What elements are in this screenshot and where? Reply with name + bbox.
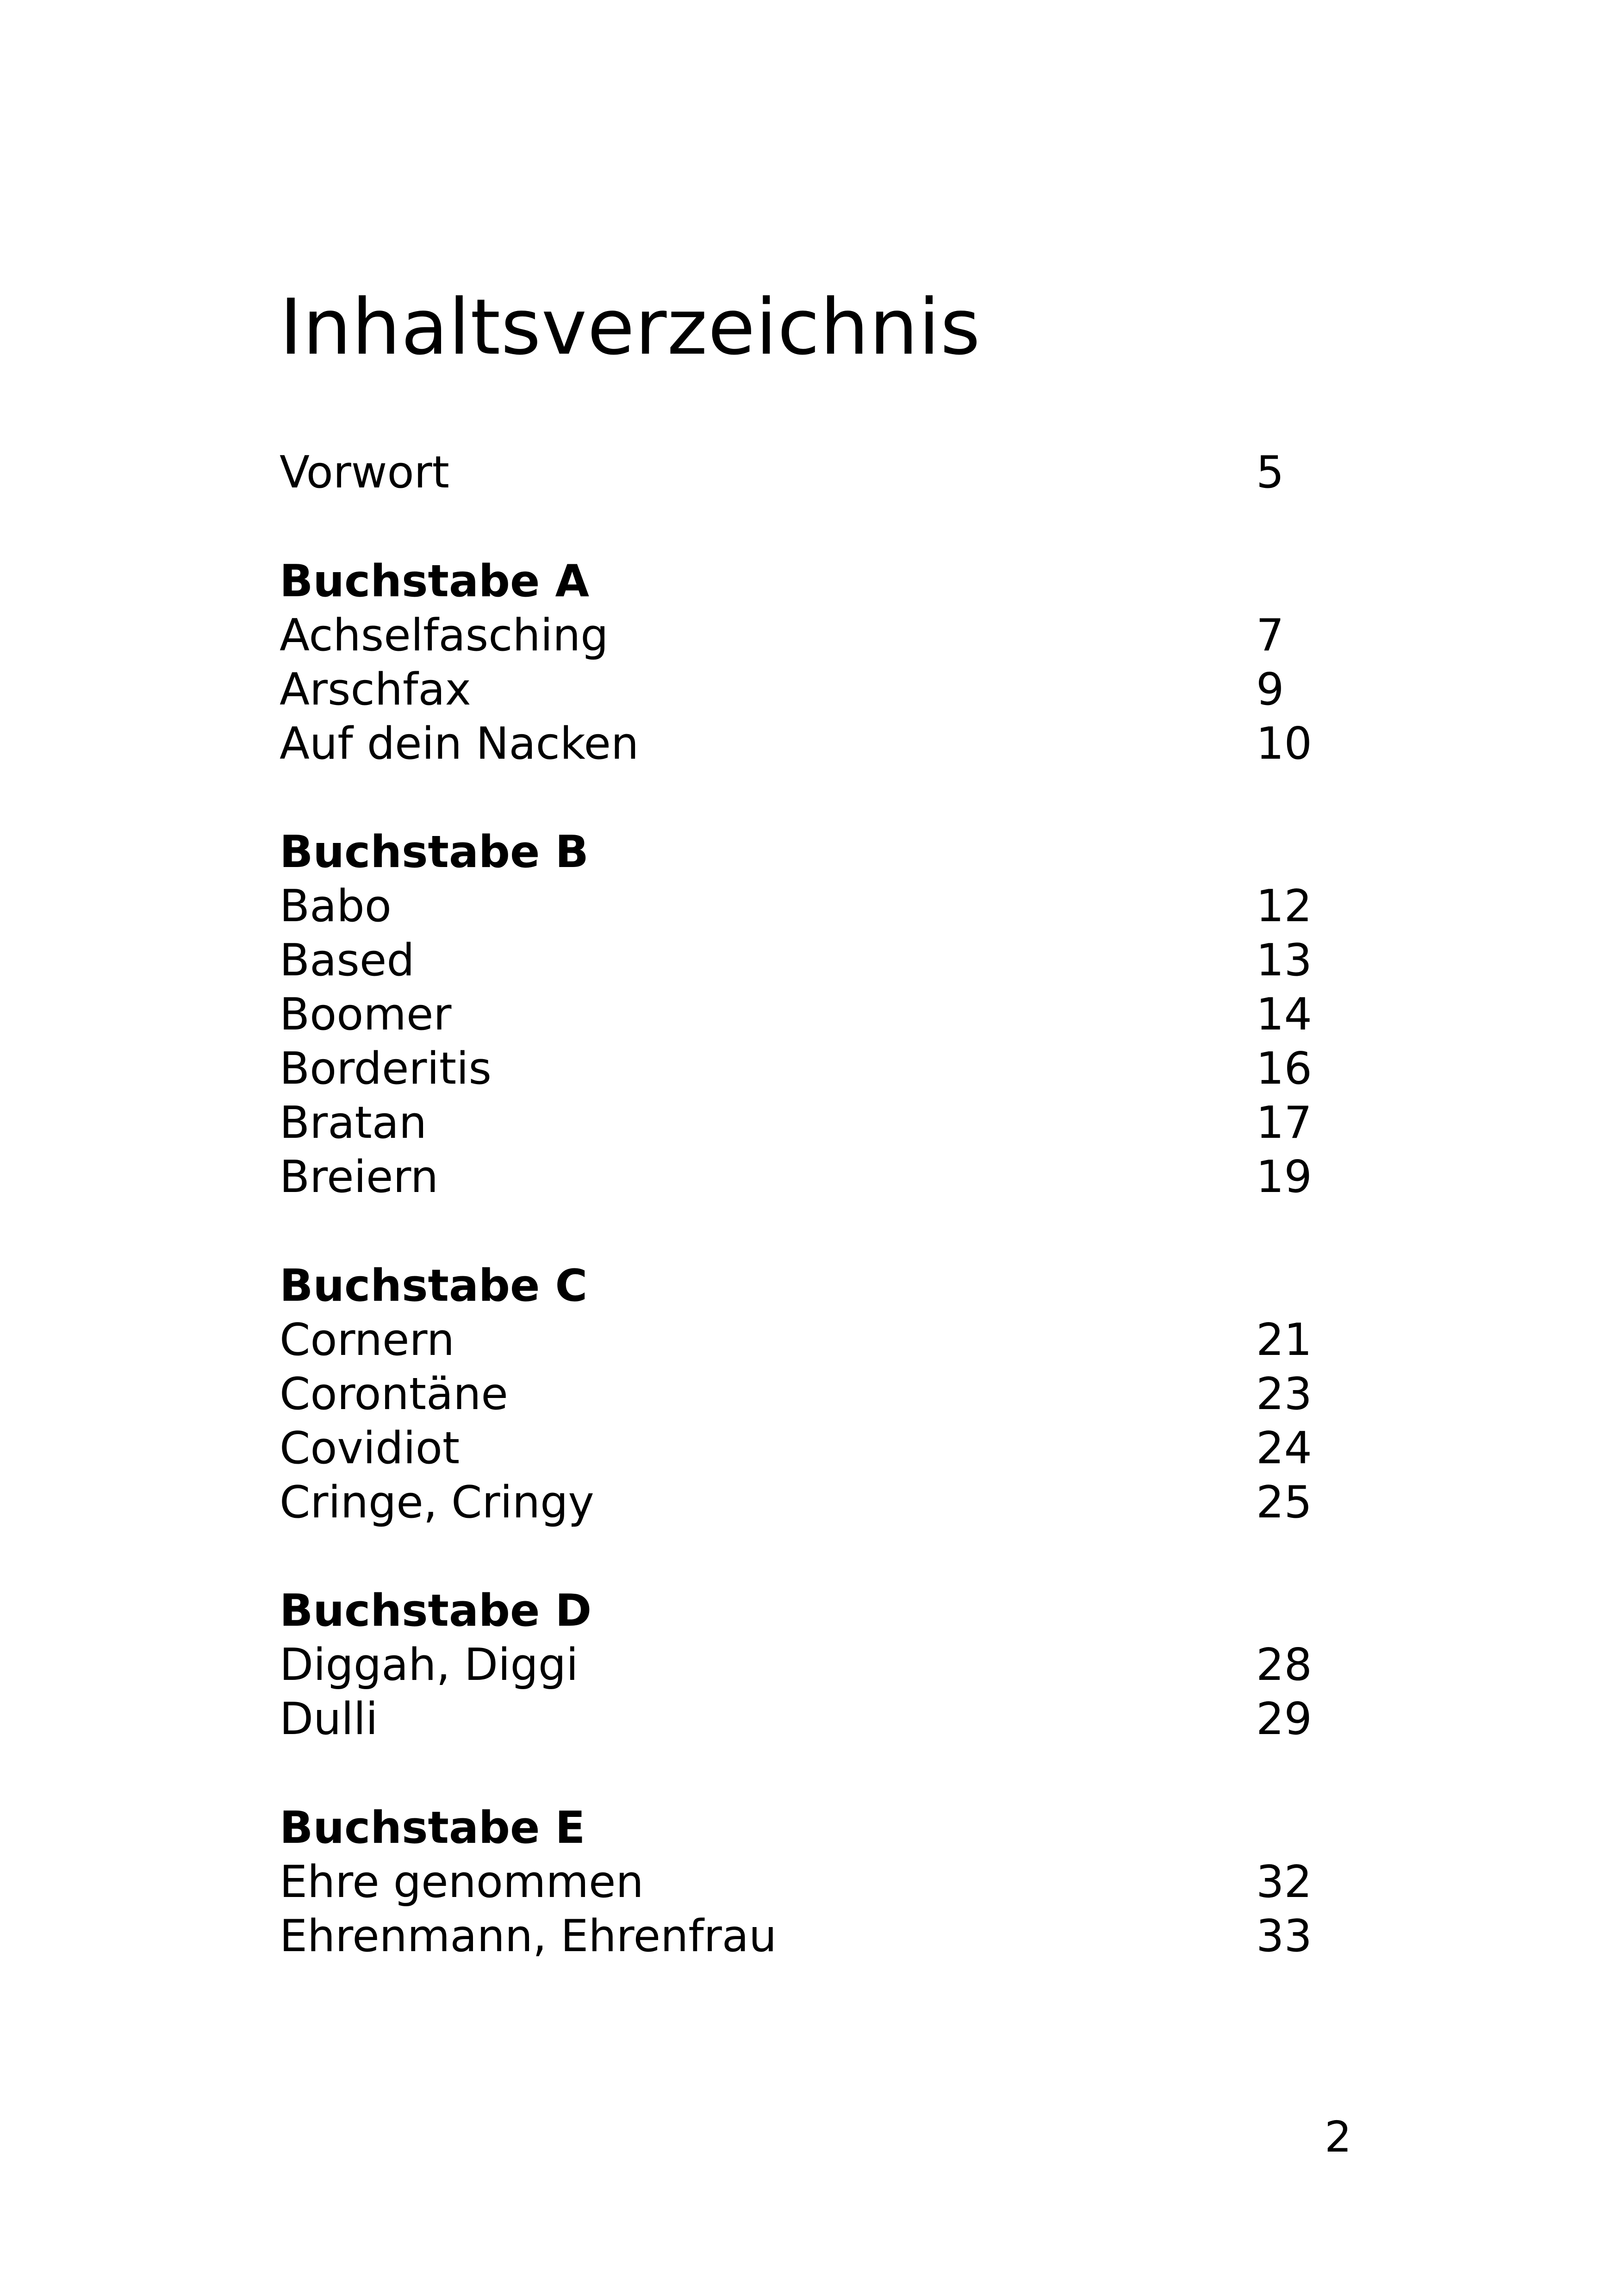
toc-entry-label: Babo [280, 881, 392, 932]
toc-entry-ehrenmann-ehrenfrau[interactable] [280, 1909, 1312, 1964]
toc-entry-label: Diggah, Diggi [280, 1640, 579, 1691]
toc-entry-label: Ehre genommen [280, 1857, 644, 1908]
toc-entry-label: Corontäne [280, 1369, 508, 1420]
toc-entry-page: 16 [1256, 1043, 1312, 1094]
toc-entry-page: 24 [1256, 1423, 1312, 1474]
toc-entry-page: 21 [1256, 1315, 1312, 1366]
toc-entry-based[interactable] [280, 934, 1312, 988]
toc-entry-label: Breiern [280, 1152, 439, 1203]
toc-entry-page: 32 [1256, 1857, 1312, 1908]
toc-entry-page: 7 [1256, 610, 1284, 661]
page-title: Inhaltsverzeichnis [280, 283, 981, 372]
toc-entry-label: Cringe, Cringy [280, 1477, 594, 1528]
toc-entry-page: 29 [1256, 1694, 1312, 1745]
toc-entry-label: Vorwort [280, 447, 449, 498]
toc-entry-page: 5 [1256, 447, 1284, 498]
toc-entry-vorwort[interactable] [280, 446, 1307, 500]
toc-entry-label: Boomer [280, 989, 452, 1040]
toc-entry-covidiot[interactable] [280, 1422, 1312, 1476]
section-heading-a: Buchstabe A [280, 556, 590, 607]
section-heading-d: Buchstabe D [280, 1585, 592, 1636]
toc-entry-cornern[interactable] [280, 1313, 1312, 1367]
toc-entry-page: 13 [1256, 935, 1312, 986]
section-heading-e: Buchstabe E [280, 1803, 585, 1853]
toc-entry-page: 28 [1256, 1640, 1312, 1691]
toc-entry-label: Ehrenmann, Ehrenfrau [280, 1911, 777, 1962]
toc-entry-corontaene[interactable] [280, 1367, 1312, 1422]
toc-entry-bratan[interactable] [280, 1096, 1312, 1150]
toc-entry-page: 19 [1256, 1152, 1312, 1203]
toc-entry-label: Covidiot [280, 1423, 460, 1474]
toc-entry-page: 10 [1256, 718, 1312, 769]
toc-entry-page: 9 [1256, 664, 1284, 715]
toc-entry-label: Arschfax [280, 664, 471, 715]
toc-entry-label: Based [280, 935, 415, 986]
toc-entry-auf-dein-nacken[interactable] [280, 717, 1312, 771]
toc-entry-ehre-genommen[interactable] [280, 1855, 1312, 1909]
toc-entry-page: 25 [1256, 1477, 1312, 1528]
toc-entry-dulli[interactable] [280, 1692, 1312, 1747]
toc-entry-label: Auf dein Nacken [280, 718, 639, 769]
section-heading-b: Buchstabe B [280, 827, 589, 878]
section-heading-c: Buchstabe C [280, 1260, 588, 1311]
toc-entry-page: 14 [1256, 989, 1312, 1040]
toc-entry-page: 12 [1256, 881, 1312, 932]
toc-entry-label: Cornern [280, 1315, 455, 1366]
page-number: 2 [1325, 2112, 1352, 2162]
toc-entry-page: 33 [1256, 1911, 1312, 1962]
toc-entry-borderitis[interactable] [280, 1042, 1312, 1096]
toc-entry-breiern[interactable] [280, 1150, 1312, 1204]
toc-entry-diggah-diggi[interactable] [280, 1638, 1312, 1692]
toc-entry-page: 23 [1256, 1369, 1312, 1420]
toc-entry-cringe-cringy[interactable] [280, 1476, 1312, 1530]
toc-entry-arschfax[interactable] [280, 663, 1307, 717]
toc-entry-label: Bratan [280, 1098, 427, 1148]
toc-entry-babo[interactable] [280, 880, 1312, 934]
toc-entry-page: 17 [1256, 1098, 1312, 1148]
table-of-contents [280, 0, 1312, 2296]
toc-entry-label: Borderitis [280, 1043, 492, 1094]
toc-entry-boomer[interactable] [280, 988, 1312, 1042]
toc-entry-achselfasching[interactable] [280, 609, 1307, 663]
toc-entry-label: Achselfasching [280, 610, 609, 661]
toc-entry-label: Dulli [280, 1694, 378, 1745]
